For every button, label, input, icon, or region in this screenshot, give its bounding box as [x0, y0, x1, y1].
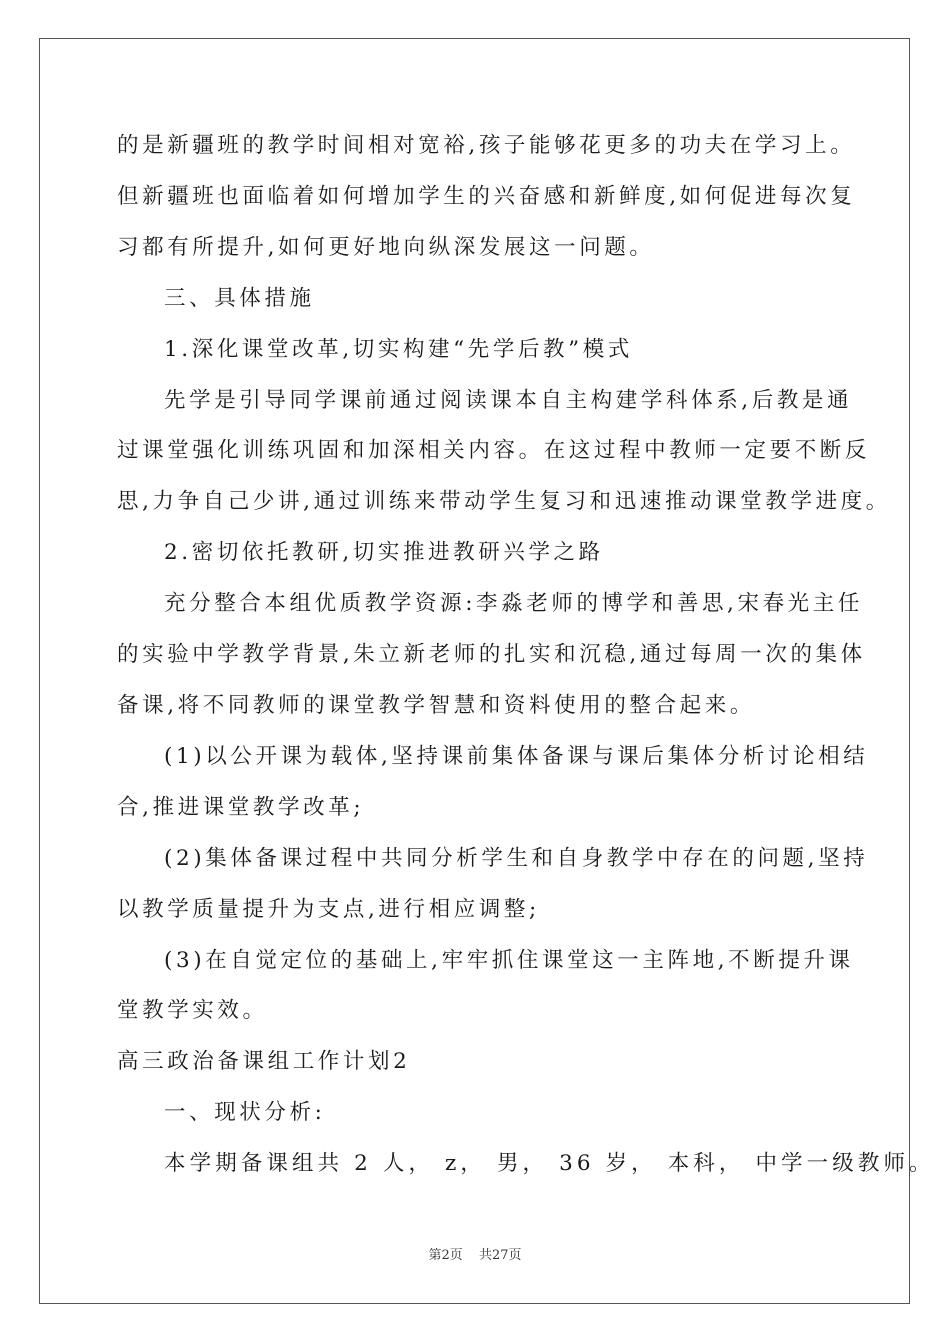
list-item-line: 以教学质量提升为支点,进行相应调整;	[117, 897, 540, 922]
paragraph-line: 思,力争自己少讲,通过训练来带动学生复习和迅速推动课堂教学进度。	[117, 489, 891, 514]
list-item-line: 堂教学实效。	[117, 998, 268, 1023]
paragraph-line: 先学是引导同学课前通过阅读课本自主构建学科体系,后教是通	[164, 388, 853, 413]
paragraph-line: 过课堂强化训练巩固和加深相关内容。在这过程中教师一定要不断反	[117, 438, 871, 463]
page-footer	[0, 1244, 950, 1263]
page-number-total: 共27页	[478, 1248, 522, 1263]
paragraph-line: 充分整合本组优质教学资源:李淼老师的博学和善思,宋春光主任	[164, 591, 863, 616]
page-number-current: 第2页	[428, 1248, 463, 1263]
paragraph-line: 的实验中学教学背景,朱立新老师的扎实和沉稳,通过每周一次的集体	[117, 642, 866, 667]
paragraph-line: 但新疆班也面临着如何增加学生的兴奋感和新鲜度,如何促进每次复	[117, 184, 856, 209]
paragraph-line: 的是新疆班的教学时间相对宽裕,孩子能够花更多的功夫在学习上。	[117, 133, 856, 158]
paragraph-line: 习都有所提升,如何更好地向纵深发展这一问题。	[117, 235, 655, 260]
paragraph-line: 本学期备课组共 2 人， z， 男， 36 岁， 本科， 中学一级教师。	[164, 1151, 935, 1176]
section-heading: 三、具体措施	[164, 286, 315, 311]
list-item-line: 合,推进课堂教学改革;	[117, 795, 365, 820]
list-item-line: (1)以公开课为载体,坚持课前集体备课与课后集体分析讨论相结	[164, 744, 869, 769]
list-item-line: (2)集体备课过程中共同分析学生和自身教学中存在的问题,坚持	[164, 846, 869, 871]
document-title: 高三政治备课组工作计划2	[117, 1049, 411, 1074]
subsection-heading: 1.深化课堂改革,切实构建“先学后教”模式	[164, 337, 633, 362]
subsection-heading: 2.密切依托教研,切实推进教研兴学之路	[164, 540, 604, 565]
list-item-line: (3)在自觉定位的基础上,牢牢抓住课堂这一主阵地,不断提升课	[164, 948, 854, 973]
section-heading: 一、现状分析:	[164, 1100, 326, 1125]
paragraph-line: 备课,将不同教师的课堂教学智慧和资料使用的整合起来。	[117, 693, 755, 718]
